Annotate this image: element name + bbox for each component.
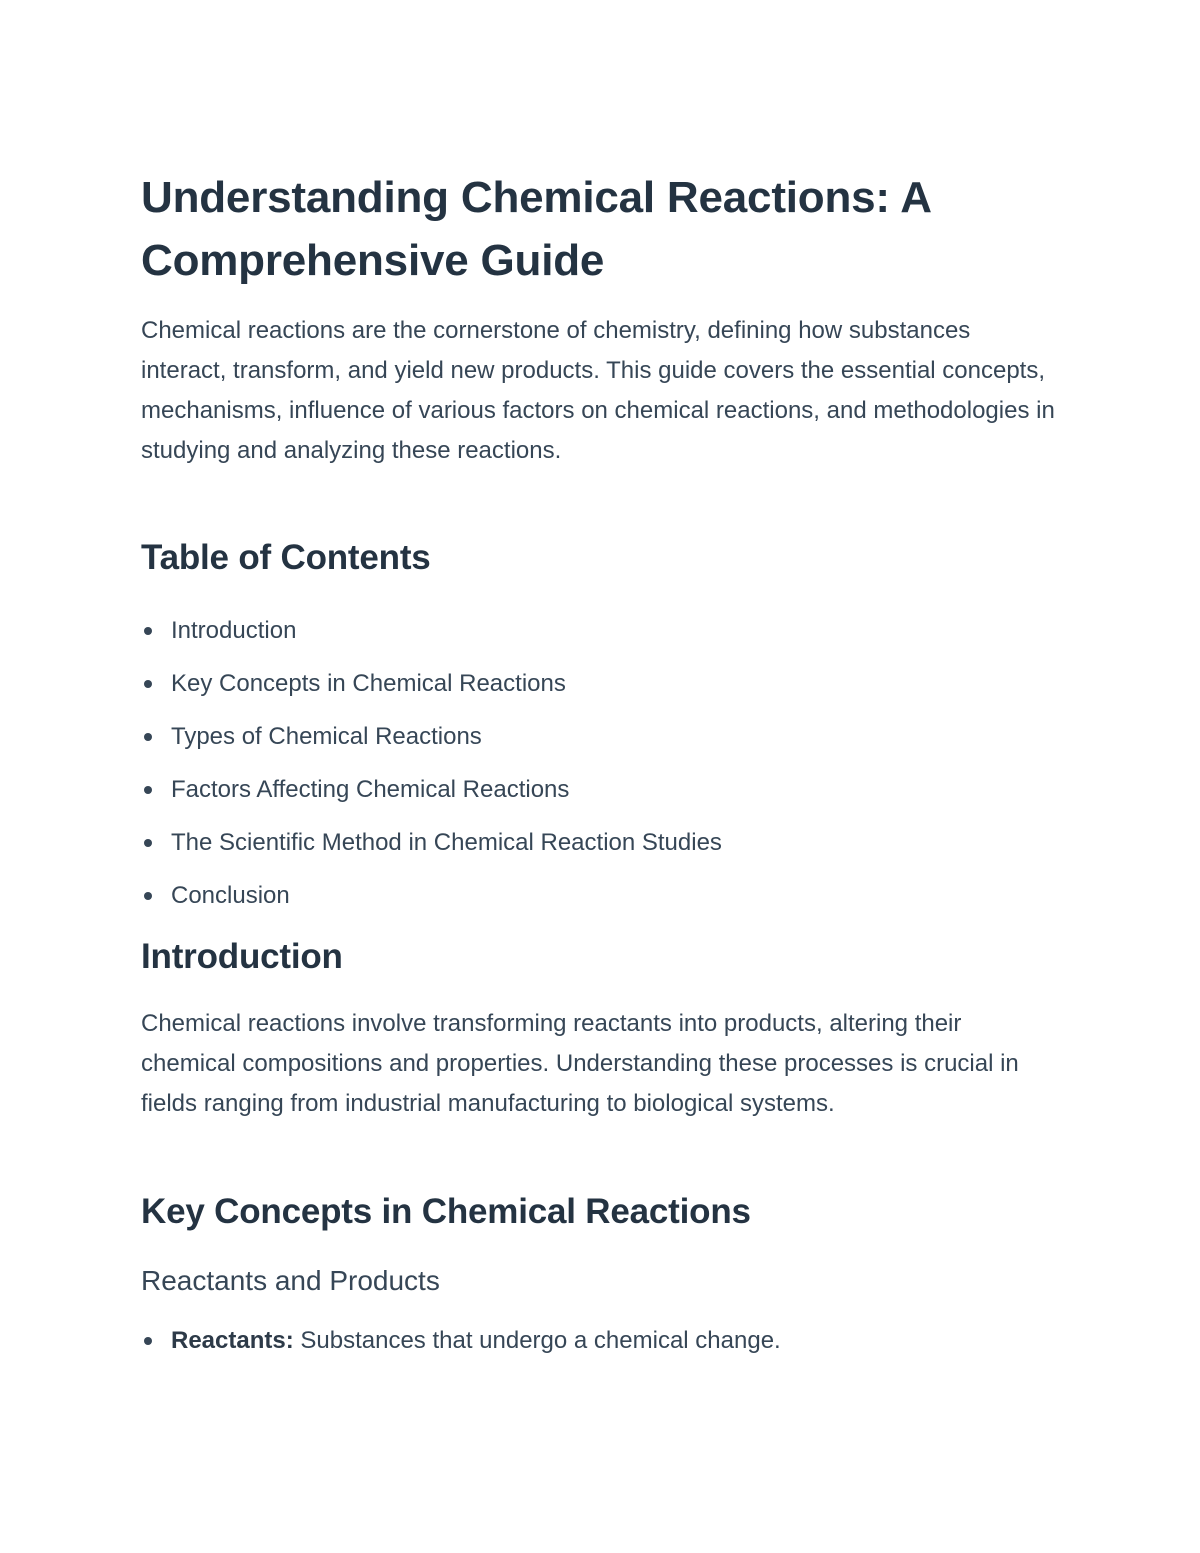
concept-list [141,1314,781,1367]
bullet-icon [144,1337,152,1345]
list-item [141,1314,781,1367]
bullet-icon [144,733,152,741]
reactants-products-subheading: Reactants and Products [141,1265,440,1296]
toc-item-scientific-method[interactable] [141,816,722,869]
toc-item-types[interactable] [141,710,722,763]
toc-item-label: Introduction [171,617,297,644]
toc-item-conclusion[interactable] [141,869,722,922]
toc-heading: Table of Contents [141,538,431,577]
key-concepts-heading: Key Concepts in Chemical Reactions [141,1192,751,1231]
bullet-icon [144,786,152,794]
introduction-paragraph: Chemical reactions involve transforming reactants into products, altering their chemical compositions and properties. Understanding these processes is crucial in fields ranging from industrial manufacturing to biological systems. [141,1010,1019,1117]
table-of-contents [141,604,722,922]
toc-item-label: Key Concepts in Chemical Reactions [171,670,566,697]
document-title: Understanding Chemical Reactions: A Comprehensive Guide [141,173,931,285]
bullet-icon [144,892,152,900]
intro-paragraph: Chemical reactions are the cornerstone of chemistry, defining how substances interact, transform, and yield new products. This guide covers the essential concepts, mechanisms, influence of various factors on chemical reactions, and methodologies in studying and analyzing these reactions. [141,317,1055,464]
term-label: Reactants: [171,1327,294,1354]
toc-item-label: The Scientific Method in Chemical Reaction Studies [171,829,722,856]
toc-item-factors[interactable] [141,763,722,816]
introduction-heading: Introduction [141,937,343,976]
toc-item-key-concepts[interactable] [141,657,722,710]
toc-item-label: Conclusion [171,882,290,909]
bullet-icon [144,680,152,688]
toc-item-label: Factors Affecting Chemical Reactions [171,776,570,803]
toc-item-label: Types of Chemical Reactions [171,723,482,750]
bullet-icon [144,839,152,847]
term-description: Substances that undergo a chemical change. [293,1327,781,1354]
bullet-icon [144,627,152,635]
toc-item-introduction[interactable] [141,604,722,657]
